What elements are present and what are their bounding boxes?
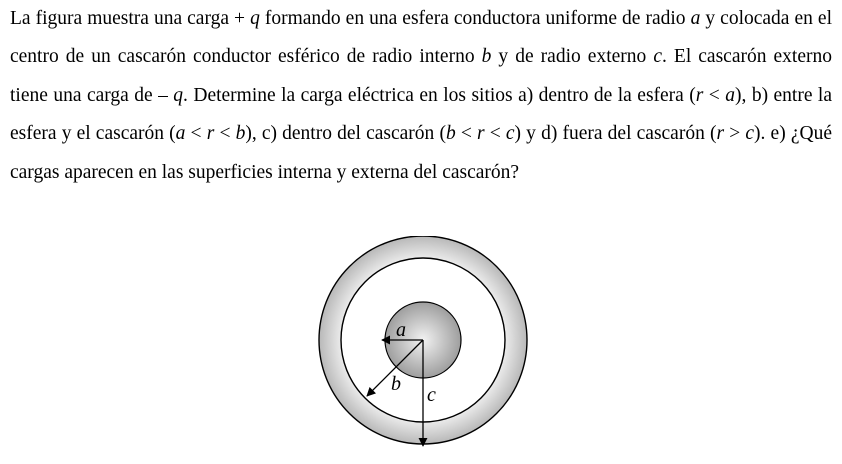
- var-r: r: [476, 123, 485, 145]
- var-q: q: [173, 84, 184, 106]
- problem-text: formando en una esfera conductora uniforme de radio: [259, 8, 691, 29]
- problem-text: ), b) entre la esfera y el cascarón (: [10, 84, 832, 145]
- problem-text: . El cascarón externo tiene una carga de –: [10, 46, 833, 106]
- var-c: c: [505, 123, 515, 145]
- var-a: a: [690, 8, 701, 29]
- var-c: c: [745, 123, 755, 145]
- label-c: c: [427, 384, 436, 406]
- label-b: b: [391, 373, 401, 395]
- problem-text: La figura muestra una carga +: [10, 8, 251, 29]
- figure-svg: [310, 236, 540, 464]
- var-b: b: [235, 123, 246, 145]
- var-b: b: [481, 46, 492, 68]
- problem-text: <: [214, 123, 236, 145]
- problem-statement: [10, 0, 832, 192]
- problem-text: ), c) dentro del cascarón (: [245, 123, 446, 145]
- label-a: a: [396, 319, 406, 341]
- problem-text: y colocada en el centro de un cascarón conductor esférico de radio interno: [10, 8, 832, 68]
- var-a: a: [175, 123, 186, 145]
- var-r: r: [695, 84, 704, 106]
- problem-text: y de radio externo: [491, 46, 654, 68]
- problem-text: <: [703, 84, 726, 106]
- var-r: r: [716, 123, 725, 145]
- var-q: q: [250, 8, 260, 29]
- problem-text: >: [724, 123, 746, 145]
- problem-text: <: [455, 123, 477, 145]
- problem-text: ). e) ¿Qué cargas aparecen en las superficies interna y externa del cascarón?: [10, 123, 832, 183]
- var-b: b: [445, 123, 456, 145]
- problem-text: . Determine la carga eléctrica en los sitios a) dentro de la esfera (: [183, 84, 696, 106]
- problem-text: ) y d) fuera del cascarón (: [514, 123, 717, 145]
- var-a: a: [725, 84, 735, 106]
- problem-text: <: [185, 123, 207, 145]
- concentric-spheres-figure: [310, 236, 540, 464]
- problem-text: <: [484, 123, 506, 145]
- var-c: c: [653, 46, 662, 68]
- var-r: r: [206, 123, 215, 145]
